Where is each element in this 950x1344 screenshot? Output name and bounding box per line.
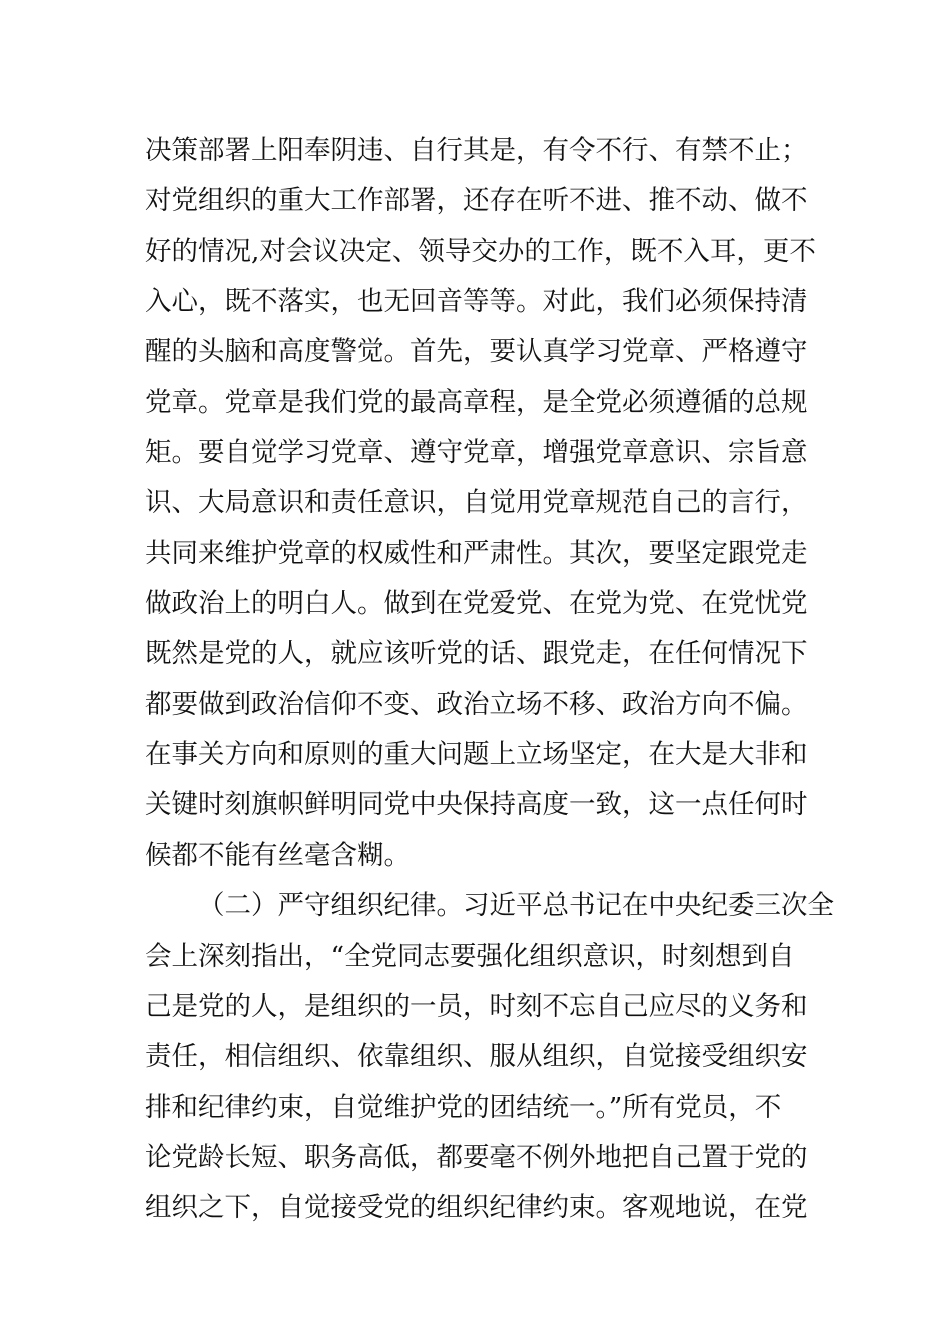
text-line: 候都不能有丝毫含糊。 (145, 839, 410, 871)
text-line: 己是党的人，是组织的一员，时刻不忘自己应尽的义务和 (145, 990, 808, 1022)
text-line: 论党龄长短、职务高低，都要毫不例外地把自己置于党的 (145, 1141, 808, 1173)
text-line: 矩。要自觉学习党章、遵守党章，增强党章意识、宗旨意 (145, 437, 808, 469)
text-line: 都要做到政治信仰不变、政治立场不移、政治方向不偏。 (145, 688, 808, 720)
text-line: 好的情况,对会议决定、领导交办的工作，既不入耳，更不 (145, 235, 816, 267)
text-line: 既然是党的人，就应该听党的话、跟党走，在任何情况下 (145, 638, 808, 670)
text-line: 责任，相信组织、依靠组织、服从组织，自觉接受组织安 (145, 1041, 808, 1073)
text-line: 共同来维护党章的权威性和严肃性。其次，要坚定跟党走 (145, 537, 808, 569)
text-line: 在事关方向和原则的重大问题上立场坚定，在大是大非和 (145, 739, 808, 771)
document-body (145, 126, 834, 1234)
text-line: 决策部署上阳奉阴违、自行其是，有令不行、有禁不止； (145, 135, 808, 166)
text-line: 关键时刻旗帜鲜明同党中央保持高度一致，这一点任何时 (145, 789, 808, 821)
text-line: 做政治上的明白人。做到在党爱党、在党为党、在党忧党 (145, 588, 808, 620)
text-line: 对党组织的重大工作部署，还存在听不进、推不动、做不 (145, 185, 808, 217)
text-line: 醒的头脑和高度警觉。首先，要认真学习党章、严格遵守 (145, 336, 808, 368)
text-line: 入心，既不落实，也无回音等等。对此，我们必须保持清 (145, 286, 808, 318)
text-line: 组织之下，自觉接受党的组织纪律约束。客观地说，在党 (145, 1192, 808, 1224)
text-line: 会上深刻指出，“全党同志要强化组织意识，时刻想到自 (145, 940, 795, 972)
text-line: 识、大局意识和责任意识，自觉用党章规范自己的言行， (145, 487, 808, 519)
text-line: 党章。党章是我们党的最高章程，是全党必须遵循的总规 (145, 386, 808, 418)
section-heading-line: （二）严守组织纪律。习近平总书记在中央纪委三次全 (198, 890, 834, 922)
text-line: 排和纪律约束，自觉维护党的团结统一。”所有党员，不 (145, 1091, 782, 1123)
